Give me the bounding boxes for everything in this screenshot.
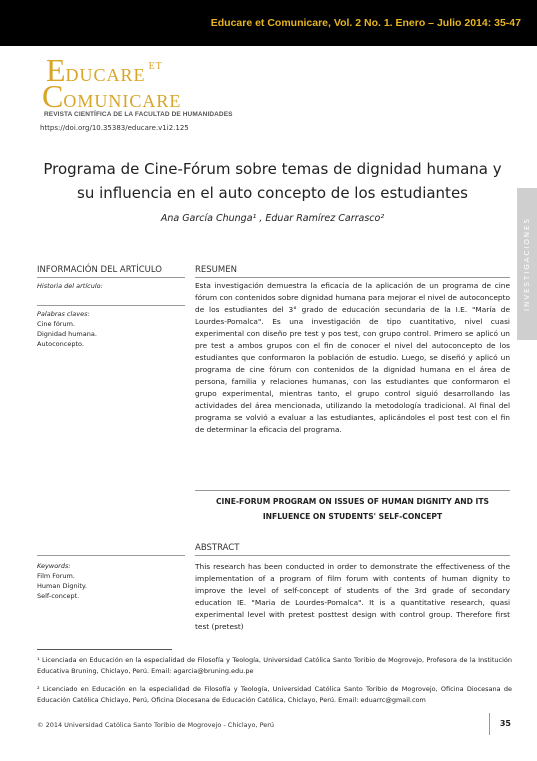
- keywords-en-label: Keywords:: [37, 562, 71, 570]
- history-label: Historia del artículo:: [37, 282, 103, 290]
- logo-word-omunicare: OMUNICARE: [63, 91, 182, 111]
- logo-word-et: ET: [148, 61, 163, 72]
- logo-line-comunicare: [42, 78, 181, 115]
- divider: [195, 555, 510, 556]
- keywords-es-block: [37, 309, 182, 349]
- logo-letter-c: C: [42, 78, 64, 114]
- journal-logo: [40, 52, 270, 124]
- logo-letter-e: E: [46, 52, 66, 88]
- divider: [37, 555, 185, 556]
- keyword-item: Self-concept.: [37, 592, 80, 600]
- divider: [37, 277, 185, 278]
- footnote-1: ¹ Licenciada en Educación en la especialidad de Filosofía y Teología, Universidad Católica Santo Toribio de Mogrovejo, Profesora de la Institución Educativa Bruning, Chiclayo, Perú. Email: agarcia@bruning.edu.pe: [37, 656, 512, 675]
- keyword-item: Film Forum.: [37, 572, 75, 580]
- resumen-text: Esta investigación demuestra la eficacia de la aplicación de un programa de cine fórum con contenidos sobre dignidad humana para mejorar el nivel de autoconcepto de los estudiantes del 3° grado de educación secundaria de la I.E. "María de Lourdes-Pomalca". Es una investigación de tipo cuantitativo, nivel cuasi experimental con diseño pre test y pos test, con grupo control. Primero se aplicó un pre test a ambos grupos con el fin de conocer el nivel del autoconcepto de los estudiantes que conformaron la población de estudio. Luego, se diseñó y aplicó un programa de cine fórum con contenidos de la dignidad humana en el área de persona, familia y relaciones humanas, con las estudiantes que conformaron el grupo experimental, mientras tanto, el grupo control siguió desarrollando las actividades del área mencionada, utilizando la metodología tradicional. Al final del programa se volvió a evaluar a las estudiantes, aplicándoles el post test con el fin de determinar la eficacia del programa.: [195, 281, 510, 434]
- section-side-tab-label: INVESTIGACIONES: [523, 217, 531, 311]
- english-title: CINE-FORUM PROGRAM ON ISSUES OF HUMAN DIGNITY AND ITS INFLUENCE ON STUDENTS' SELF-CONCEPT: [215, 497, 490, 521]
- footnote-rule: [37, 649, 172, 650]
- logo-subtitle: REVISTA CIENTÍFICA DE LA FACULTAD DE HUMANIDADES: [44, 111, 233, 118]
- footnote-2: ² Licenciado en Educación en la especialidad de Filosofía y Teología, Universidad Católica Santo Toribio de Mogrovejo, Oficina Diocesana de Educación Católica Chiclayo, Perú, Oficina Diocesana de Educación Católica, Chiclayo, Perú. Email: eduarrc@gmail.com: [37, 685, 512, 704]
- journal-header-bar: [0, 0, 537, 46]
- keywords-es-label: Palabras claves:: [37, 310, 90, 318]
- keyword-item: Cine fórum.: [37, 320, 75, 328]
- divider: [37, 305, 185, 306]
- article-authors: Ana García Chunga¹ , Eduar Ramírez Carrasco²: [160, 213, 385, 224]
- abstract-heading: ABSTRACT: [195, 543, 240, 553]
- divider: [195, 490, 510, 491]
- divider: [195, 277, 510, 278]
- keyword-item: Autoconcepto.: [37, 340, 84, 348]
- doi-link[interactable]: https://doi.org/10.35383/educare.v1i2.125: [40, 124, 189, 132]
- logo-word-ducare: DUCARE: [65, 65, 146, 85]
- page-number-divider: [489, 713, 490, 735]
- keyword-item: Human Dignity.: [37, 582, 87, 590]
- copyright-footer: © 2014 Universidad Católica Santo Toribio de Mogrovejo - Chiclayo, Perú: [37, 721, 275, 729]
- article-info-heading: INFORMACIÓN DEL ARTÍCULO: [37, 265, 162, 275]
- keyword-item: Dignidad humana.: [37, 330, 97, 338]
- abstract-text: This research has been conducted in order to demonstrate the effectiveness of the implementation of a program of film forum with contents of human dignity to improve the level of self-concept of students of the 3rd grade of secondary education IE. "Maria de Lourdes-Pomalca". It is a quantitative research, quasi experimental level with pretest posttest design with control group. Therefore first test (pretest): [195, 562, 510, 631]
- journal-citation: Educare et Comunicare, Vol. 2 No. 1. Enero – Julio 2014: 35-47: [210, 17, 521, 29]
- resumen-heading: RESUMEN: [195, 265, 237, 275]
- section-side-tab: [517, 188, 537, 340]
- page-number: 35: [499, 719, 511, 728]
- keywords-en-block: [37, 561, 182, 601]
- article-title: Programa de Cine-Fórum sobre temas de dignidad humana y su influencia en el auto concepto de los estudiantes: [43, 160, 502, 202]
- history-block: [37, 282, 182, 290]
